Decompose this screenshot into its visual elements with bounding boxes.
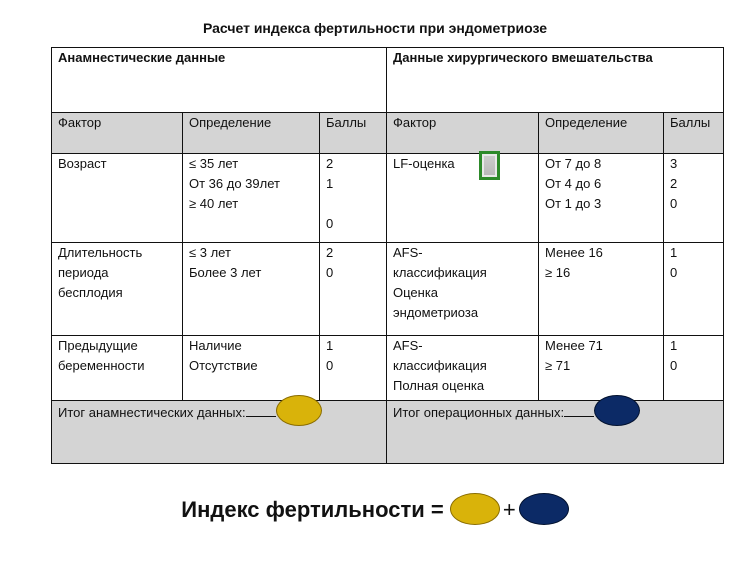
green-framed-box-icon bbox=[479, 151, 500, 180]
points-afs-full: 1 0 bbox=[664, 336, 724, 401]
points-lf-score: 3 2 0 bbox=[664, 154, 724, 243]
lf-score-label: LF-оценка bbox=[393, 156, 455, 171]
operative-total-cell bbox=[387, 401, 724, 464]
definition-age: ≤ 35 лет От 36 до 39лет ≥ 40 лет bbox=[183, 154, 320, 243]
factor-afs-full: AFS- классификация Полная оценка bbox=[387, 336, 539, 401]
page-title: Расчет индекса фертильности при эндометриозе bbox=[202, 20, 548, 36]
col-definition-left: Определение bbox=[183, 113, 320, 154]
definition-afs-full: Менее 71 ≥ 71 bbox=[539, 336, 664, 401]
definition-afs-endometriosis: Менее 16 ≥ 16 bbox=[539, 243, 664, 336]
navy-oval-icon bbox=[594, 395, 640, 426]
definition-lf-score: От 7 до 8 От 4 до 6 От 1 до 3 bbox=[539, 154, 664, 243]
section-anamnesis-header: Анамнестические данные bbox=[52, 48, 387, 113]
operative-total-label: Итог операционных данных: bbox=[393, 404, 565, 420]
definition-duration: ≤ 3 лет Более 3 лет bbox=[183, 243, 320, 336]
col-definition-right: Определение bbox=[539, 113, 664, 154]
anamnesis-total-label: Итог анамнестических данных: bbox=[58, 404, 246, 420]
definition-pregnancies: Наличие Отсутствие bbox=[183, 336, 320, 401]
points-duration: 2 0 bbox=[320, 243, 387, 336]
factor-pregnancies: Предыдущие беременности bbox=[52, 336, 183, 401]
table-row-age bbox=[52, 154, 724, 243]
plus-sign: + bbox=[502, 497, 516, 522]
fertility-index-formula bbox=[0, 497, 750, 525]
table-row-pregnancies bbox=[52, 336, 724, 401]
yellow-oval-icon bbox=[276, 395, 322, 426]
factor-age: Возраст bbox=[52, 154, 183, 243]
factor-lf-score bbox=[387, 154, 539, 243]
col-factor-left: Фактор bbox=[52, 113, 183, 154]
factor-afs-endometriosis: AFS- классификация Оценка эндометриоза bbox=[387, 243, 539, 336]
col-factor-right: Фактор bbox=[387, 113, 539, 154]
section-surgery-header: Данные хирургического вмешательства bbox=[387, 48, 724, 113]
fertility-index-table bbox=[51, 47, 724, 464]
points-age: 2 1 0 bbox=[320, 154, 387, 243]
navy-oval-icon bbox=[519, 493, 569, 525]
yellow-oval-icon bbox=[450, 493, 500, 525]
table-row-totals bbox=[52, 401, 724, 464]
formula-label: Индекс фертильности = bbox=[181, 497, 444, 522]
anamnesis-total-cell bbox=[52, 401, 387, 464]
col-points-right: Баллы bbox=[664, 113, 724, 154]
table-row-duration bbox=[52, 243, 724, 336]
factor-duration: Длительность периода бесплодия bbox=[52, 243, 183, 336]
points-pregnancies: 1 0 bbox=[320, 336, 387, 401]
points-afs-endometriosis: 1 0 bbox=[664, 243, 724, 336]
col-points-left: Баллы bbox=[320, 113, 387, 154]
